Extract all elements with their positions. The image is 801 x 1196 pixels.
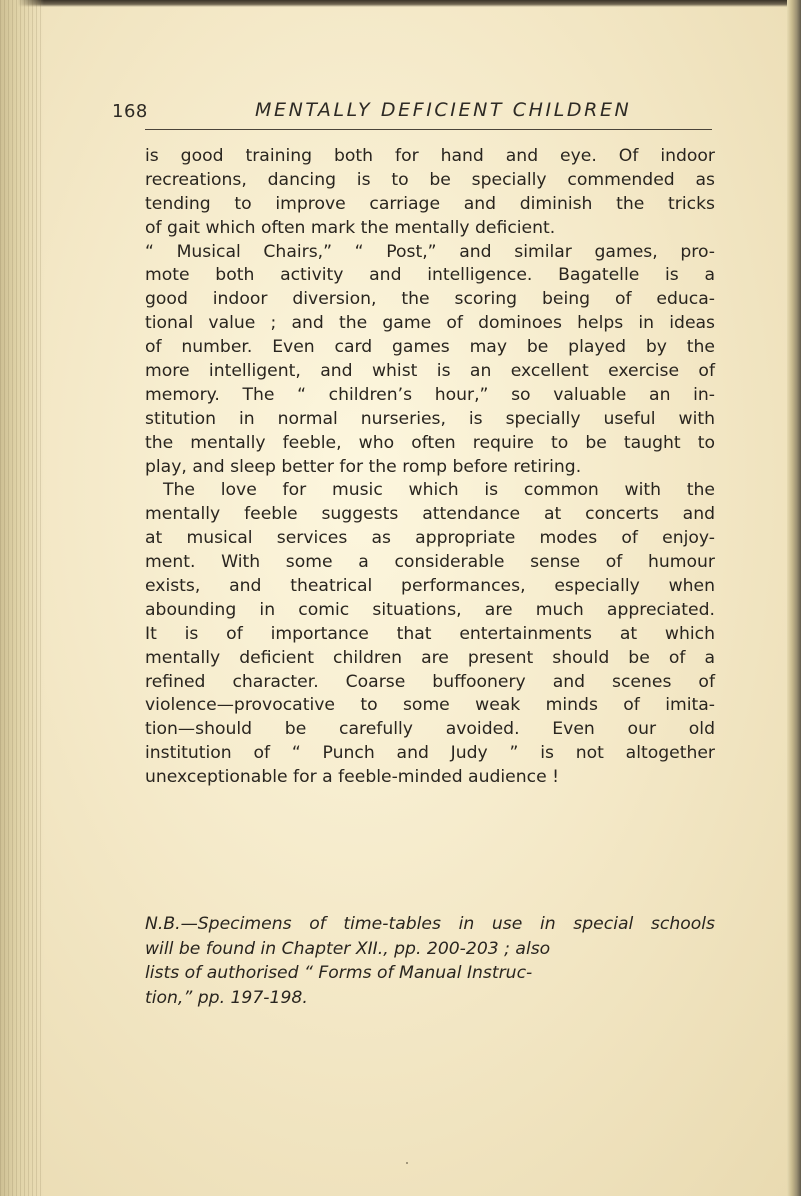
body-text [145, 145, 715, 790]
body-line: memory. The “ children’s hour,” so valuable an in- [145, 384, 715, 405]
body-line: mentally feeble suggests attendance at concerts and [145, 504, 715, 525]
body-line: of gait which often mark the mentally deficient. [145, 217, 556, 238]
body-line: stitution in normal nurseries, is specially useful with [145, 408, 715, 429]
page-right-edge [787, 0, 801, 1196]
body-line: ment. With some a considerable sense of humour [145, 552, 715, 573]
header-rule [145, 129, 712, 130]
body-line: unexceptionable for a feeble-minded audience ! [145, 767, 560, 788]
body-line: abounding in comic situations, are much appreciated. [145, 599, 715, 620]
body-line: play, and sleep better for the romp before retiring. [145, 456, 582, 477]
page-header [112, 99, 712, 129]
body-line: recreations, dancing is to be specially commended as [145, 169, 715, 190]
body-line: at musical services as appropriate modes of enjoy- [145, 528, 715, 549]
body-line: refined character. Coarse buffoonery and scenes of [145, 671, 715, 692]
note-line: N.B.—Specimens of time-tables in use in special schools [145, 914, 715, 934]
body-line: good indoor diversion, the scoring being of educa- [145, 289, 715, 310]
page-gutter [0, 0, 44, 1196]
body-line: mote both activity and intelligence. Bagatelle is a [145, 265, 715, 286]
page-top-edge [0, 0, 801, 7]
body-line: violence—provocative to some weak minds of imita- [145, 695, 715, 716]
body-line: It is of importance that entertainments at which [145, 623, 715, 644]
body-line: is good training both for hand and eye. Of indoor [145, 146, 715, 166]
body-line: more intelligent, and whist is an excellent exercise of [145, 361, 715, 382]
running-title: MENTALLY DEFICIENT CHILDREN [255, 99, 632, 121]
body-line: tional value ; and the game of dominoes helps in ideas [145, 313, 715, 334]
body-line: institution of “ Punch and Judy ” is not altogether [145, 743, 715, 764]
body-line: of number. Even card games may be played by the [145, 337, 715, 358]
body-line: tending to improve carriage and diminish the tricks [145, 193, 715, 214]
body-line: the mentally feeble, who often require to be taught to [145, 432, 715, 453]
page-number: 168 [112, 101, 148, 122]
note-line: tion,” pp. 197-198. [145, 987, 308, 1008]
body-line: “ Musical Chairs,” “ Post,” and similar games, pro- [145, 241, 715, 262]
body-line: The love for music which is common with the [163, 480, 715, 501]
note-line: lists of authorised “ Forms of Manual Instruc- [145, 963, 533, 983]
body-line: tion—should be carefully avoided. Even our old [145, 719, 715, 740]
note-line: will be found in Chapter XII., pp. 200-203 ; also [145, 938, 551, 959]
paper-speck [406, 1162, 408, 1164]
body-line: exists, and theatrical performances, especially when [145, 576, 715, 597]
body-line: mentally deficient children are present should be of a [145, 647, 715, 668]
footnote [145, 912, 715, 1010]
